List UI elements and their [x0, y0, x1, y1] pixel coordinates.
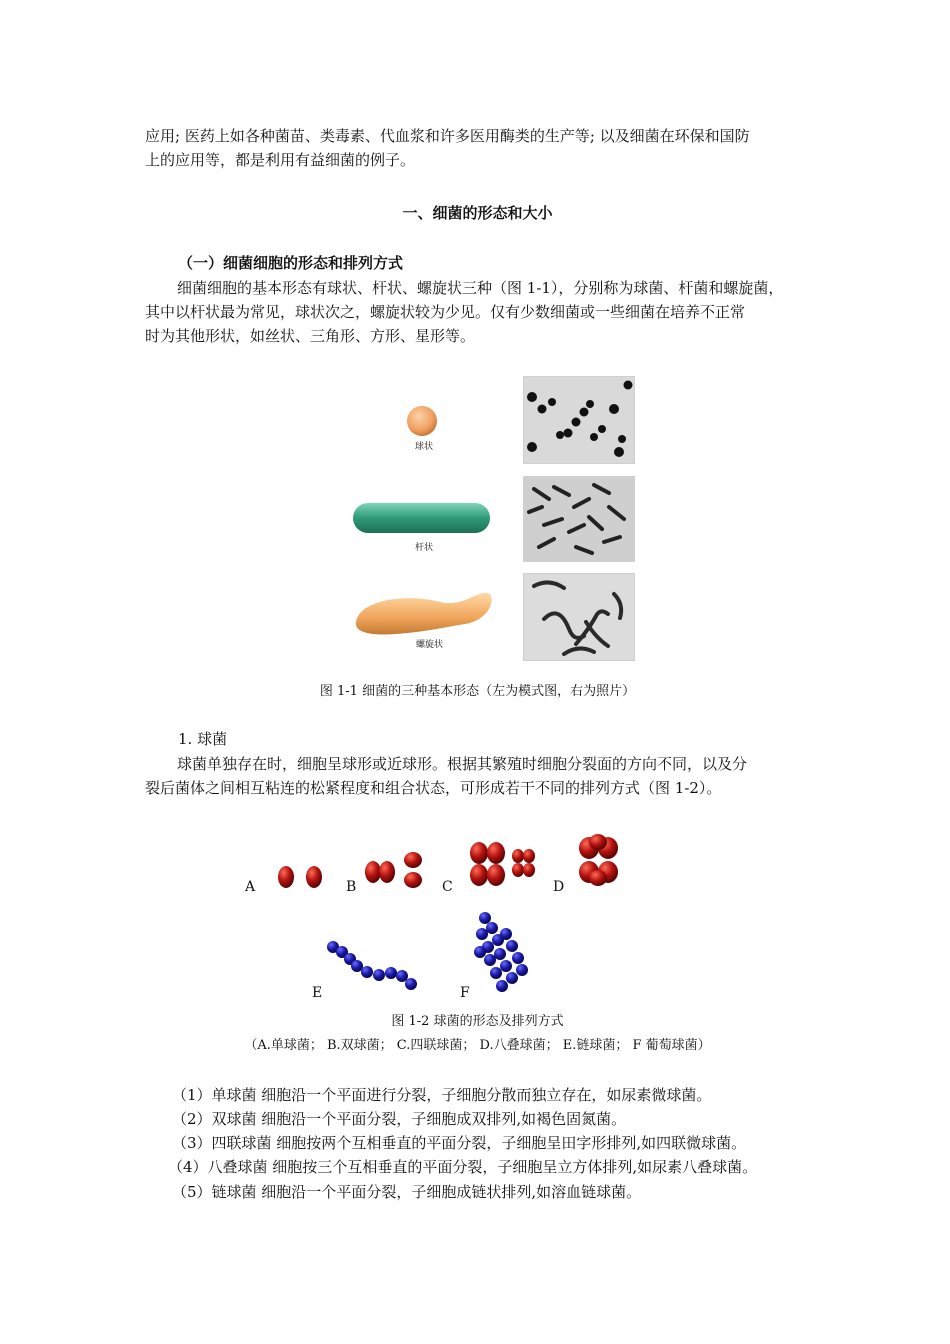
list-item: （3）四联球菌 细胞按两个互相垂直的平面分裂，子细胞呈田字形排列,如四联微球菌。 — [172, 1134, 747, 1152]
tetrad-group — [470, 842, 535, 886]
label-d: D — [553, 879, 565, 895]
coccus-arrangement-diagram — [230, 830, 650, 1005]
morphology-line-3: 时为其他形状，如丝状、三角形、方形、星形等。 — [145, 327, 476, 345]
bacteria-model-diagram — [340, 370, 510, 660]
coccus-heading: 1. 球菌 — [178, 730, 228, 748]
single-coccus-group — [278, 866, 322, 888]
list-item: （5）链球菌 细胞沿一个平面分裂，子细胞成链状排列,如溶血链球菌。 — [172, 1183, 642, 1201]
coccus-paragraph — [145, 752, 810, 800]
diplococcus-group — [365, 852, 422, 888]
coccus-line-2: 裂后菌体之间相互粘连的松紧程度和组合状态，可形成若干不同的排列方式（图 1-2）。 — [145, 779, 722, 797]
morphology-line-1: 细菌细胞的基本形态有球状、杆状、螺旋状三种（图 1-1），分别称为球菌、杆菌和螺旋菌， — [177, 279, 784, 297]
label-e: E — [312, 985, 323, 1001]
subsection-title: （一）细菌细胞的形态和排列方式 — [178, 254, 404, 272]
morphology-paragraph — [145, 276, 810, 348]
list-item: （2）双球菌 细胞沿一个平面分裂，子细胞成双排列,如褐色固氮菌。 — [172, 1110, 627, 1128]
coccus-line-1: 球菌单独存在时，细胞呈球形或近球形。根据其繁殖时细胞分裂面的方向不同，以及分 — [177, 755, 748, 773]
staphylococcus-cluster — [474, 912, 528, 992]
figure-1-1-caption: 图 1-1 细菌的三种基本形态（左为模式图，右为照片） — [319, 684, 636, 699]
intro-line-1: 应用; 医药上如各种菌苗、类毒素、代血浆和许多医用酶类的生产等; 以及细菌在环保和国防 — [145, 127, 750, 145]
list-item: （4）八叠球菌 细胞按三个互相垂直的平面分裂，子细胞呈立方体排列,如尿素八叠球菌。 — [168, 1158, 758, 1176]
figure-1-2-caption: 图 1-2 球菌的形态及排列方式 — [391, 1014, 564, 1029]
sphere-label: 球状 — [415, 442, 434, 452]
list-item: （1）单球菌 细胞沿一个平面进行分裂，子细胞分散而独立存在，如尿素微球菌。 — [172, 1086, 712, 1104]
sarcina-group — [579, 834, 618, 886]
label-a: A — [245, 879, 256, 895]
intro-paragraph — [145, 124, 810, 172]
morphology-line-2: 其中以杆状最为常见，球状次之，螺旋状较为少见。仅有少数细菌或一些细菌在培养不正常 — [145, 303, 746, 321]
streptococcus-chain — [327, 941, 417, 990]
label-c: C — [442, 879, 453, 895]
spiral-label: 螺旋状 — [416, 640, 444, 650]
label-b: B — [346, 879, 357, 895]
section-title: 一、细菌的形态和大小 — [402, 204, 553, 222]
label-f: F — [460, 985, 470, 1001]
rod-label: 杆状 — [415, 543, 434, 553]
spiral-model — [356, 593, 492, 635]
sphere-photo — [523, 376, 635, 464]
figure-1-2-legend: （A.单球菌； B.双球菌； C.四联球菌； D.八叠球菌； E.链球菌； F 葡萄球菌） — [244, 1038, 711, 1053]
sphere-model — [407, 406, 437, 436]
rod-photo — [523, 476, 635, 562]
spiral-photo — [523, 573, 635, 661]
intro-line-2: 上的应用等，都是利用有益细菌的例子。 — [145, 151, 416, 169]
rod-model — [353, 503, 490, 533]
